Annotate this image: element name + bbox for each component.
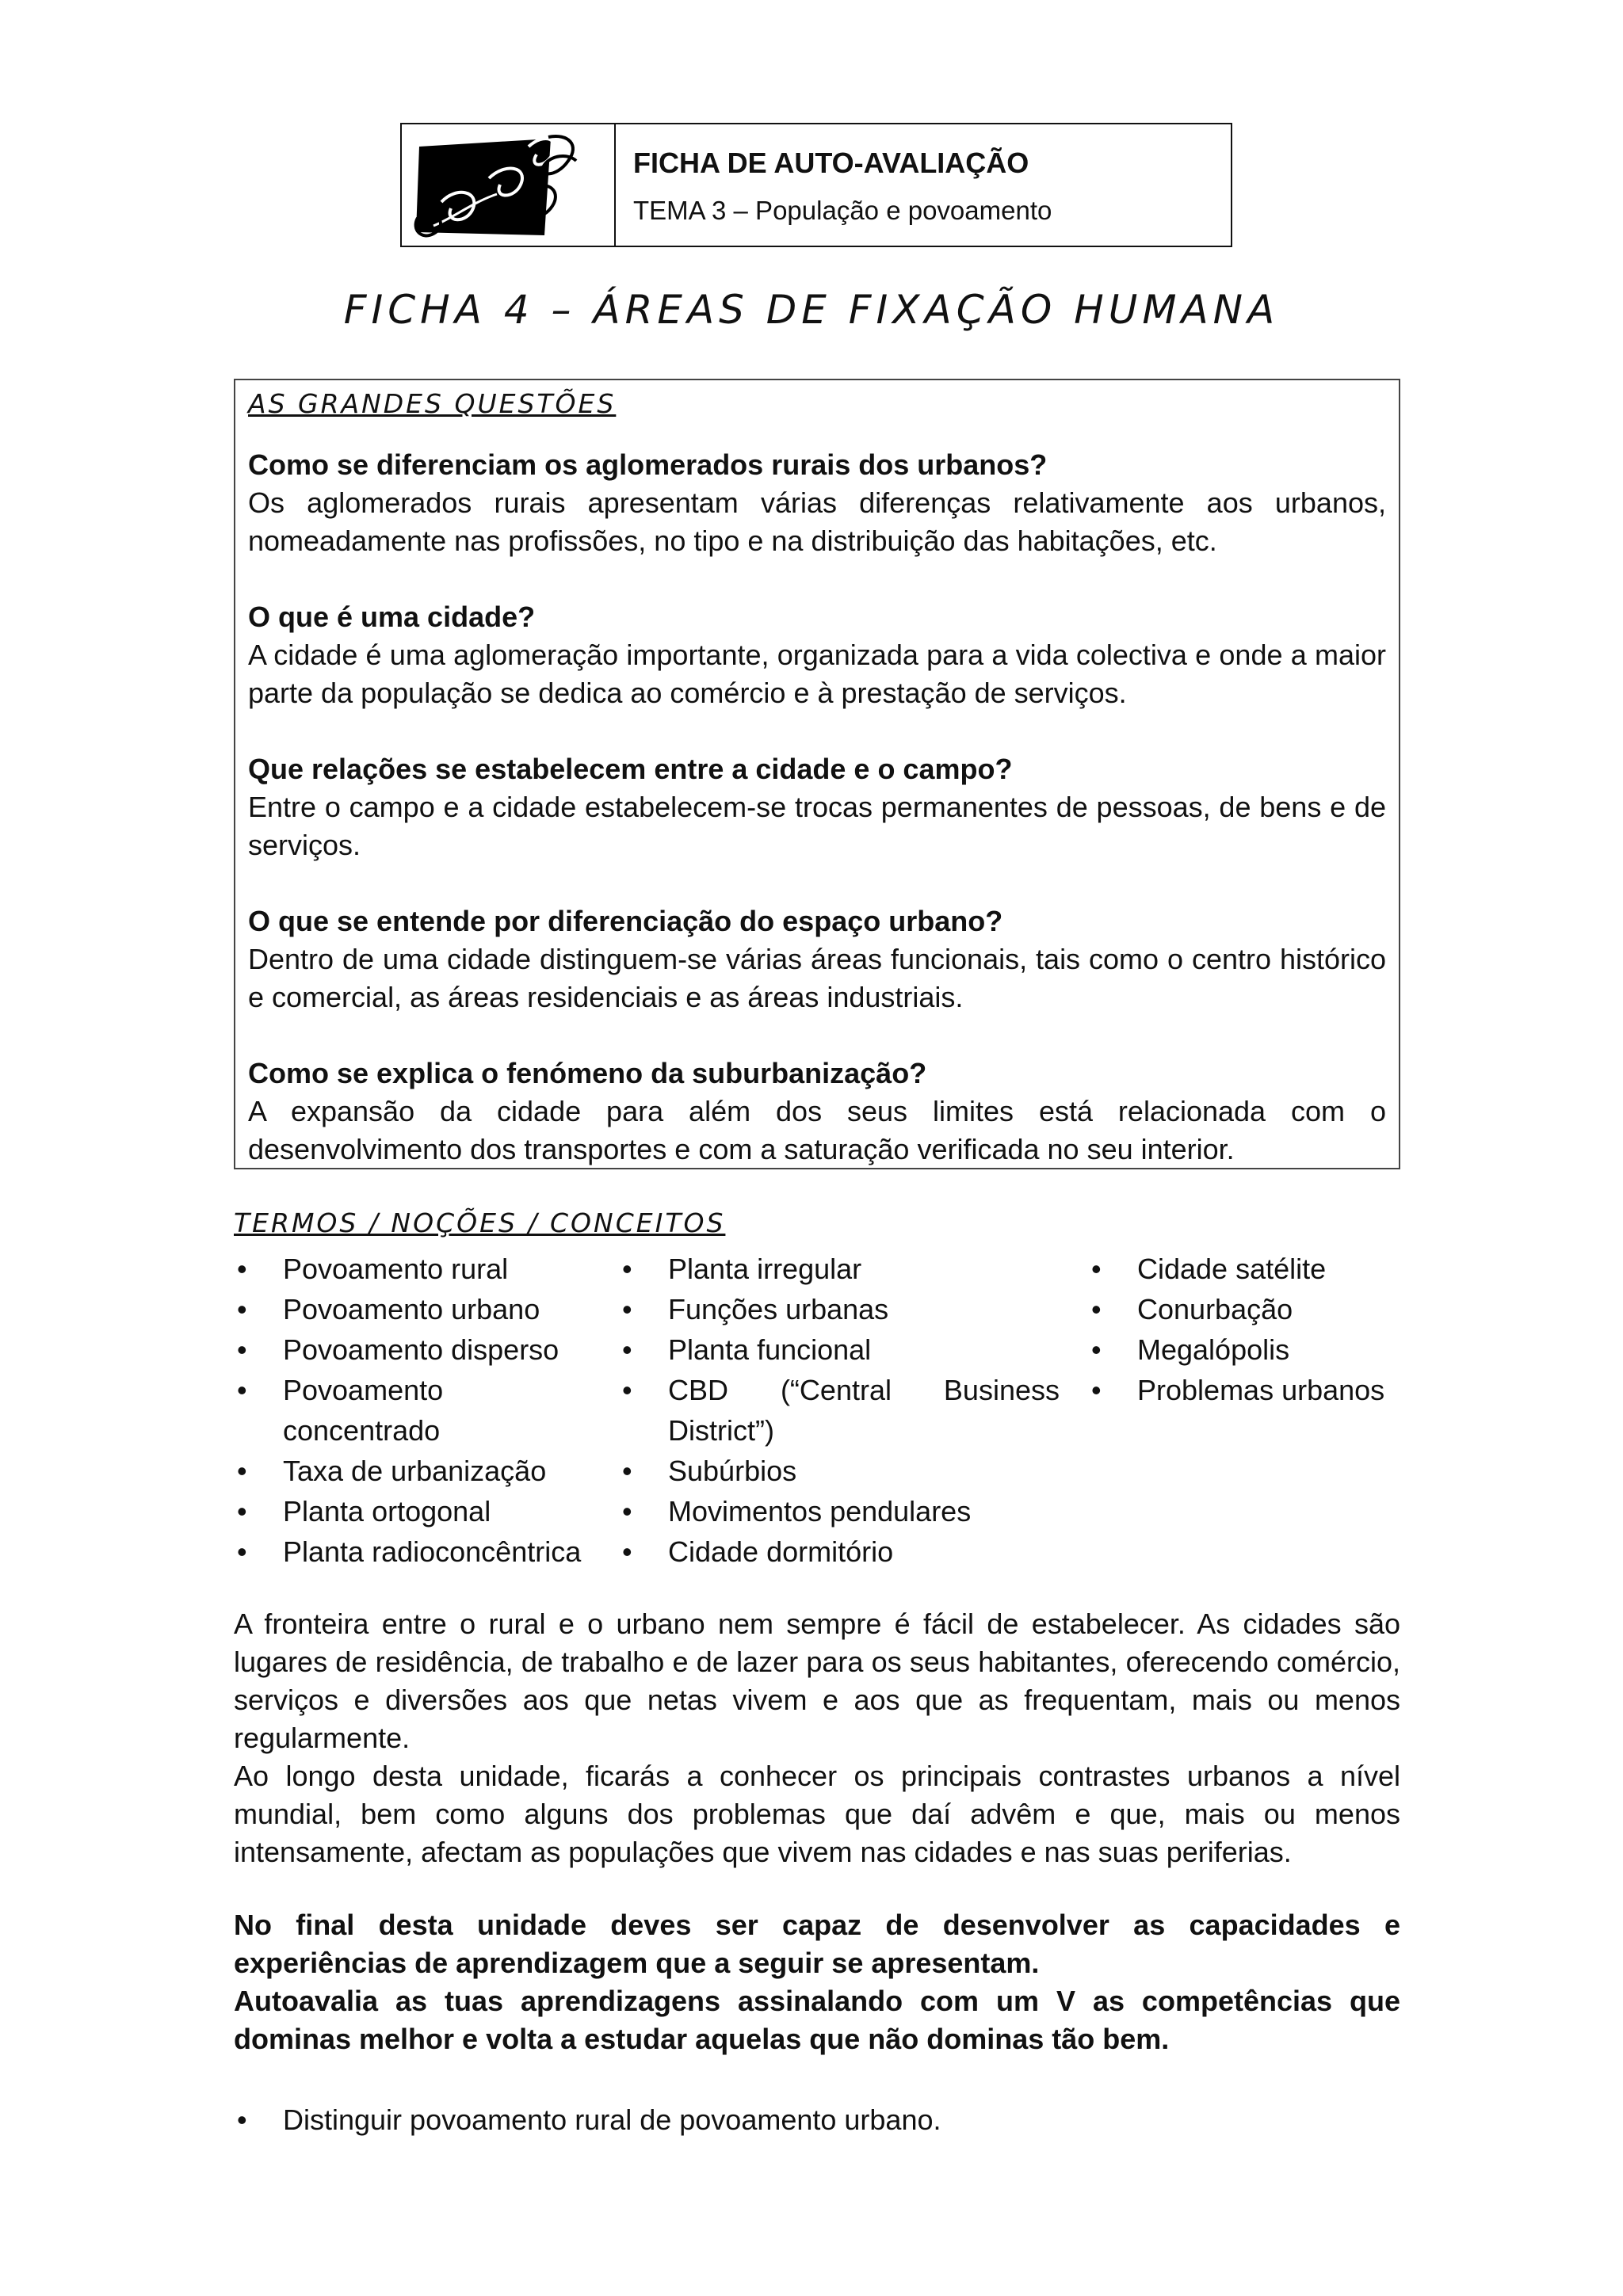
term-item: • Funções urbanas: [619, 1289, 1060, 1329]
terms-heading: TERMOS / NOÇÕES / CONCEITOS: [234, 1207, 726, 1238]
terms-column-1: [234, 1249, 606, 1572]
question-1: Como se diferenciam os aglomerados rurais dos urbanos?: [248, 448, 1048, 481]
school-logo: [402, 124, 616, 246]
answer-5: A expansão da cidade para além dos seus limites está relacionada com o desenvolvimento dos transportes e com a saturação verificada no seu interior.: [248, 1095, 1386, 1165]
term-item: • Movimentos pendulares: [619, 1491, 1060, 1531]
question-5: Como se explica o fenómeno da suburbanização?: [248, 1057, 927, 1089]
term-item: • Cidade satélite: [1088, 1249, 1421, 1289]
term-item: • Povoamento concentrado: [234, 1370, 465, 1451]
header-box: [400, 123, 1232, 247]
answer-4: Dentro de uma cidade distinguem-se várias áreas funcionais, tais como o centro histórico e comercial, as áreas residenciais e as áreas industriais.: [248, 943, 1386, 1013]
terms-column-3: [1088, 1249, 1421, 1410]
answer-3: Entre o campo e a cidade estabelecem-se trocas permanentes de pessoas, de bens e de serviços.: [248, 791, 1386, 861]
term-item: • Planta ortogonal: [234, 1491, 606, 1531]
term-item: • Cidade dormitório: [619, 1531, 1060, 1572]
question-4: O que se entende por diferenciação do espaço urbano?: [248, 905, 1003, 937]
instructions-paragraph-2: Autoavalia as tuas aprendizagens assinalando com um V as competências que dominas melhor e volta a estudar aquelas que não dominas tão bem.: [234, 1985, 1400, 2055]
term-item: • Conurbação: [1088, 1289, 1421, 1329]
terms-column-2: [619, 1249, 1060, 1572]
page-title: FICHA 4 – ÁREAS DE FIXAÇÃO HUMANA: [343, 287, 1280, 333]
header-subtitle: TEMA 3 – População e povoamento: [633, 196, 1052, 225]
instructions-paragraph-1: No final desta unidade deves ser capaz de desenvolver as capacidades e experiências de aprendizagem que a seguir se apresentam.: [234, 1909, 1400, 1979]
term-item: • Planta irregular: [619, 1249, 1060, 1289]
term-item: • Povoamento disperso: [234, 1329, 606, 1370]
question-2: O que é uma cidade?: [248, 601, 536, 633]
term-item: • Povoamento urbano: [234, 1289, 606, 1329]
term-item: • Povoamento rural: [234, 1249, 606, 1289]
term-item: • Planta radioconcêntrica: [234, 1531, 606, 1572]
term-item: • Problemas urbanos: [1088, 1370, 1421, 1410]
competency-item: • Distinguir povoamento rural de povoamento urbano.: [234, 2101, 941, 2139]
intro-paragraph-1: A fronteira entre o rural e o urbano nem sempre é fácil de estabelecer. As cidades são lugares de residência, de trabalho e de lazer para os seus habitantes, oferecendo comércio, serviços e diversões aos que netas vivem e aos que as frequentam, mais ou menos regularmente.: [234, 1608, 1400, 1754]
intro-paragraph-2: Ao longo desta unidade, ficarás a conhecer os principais contrastes urbanos a nível mundial, bem como alguns dos problemas que daí advêm e que, mais ou menos intensamente, afectam as populações que vivem nas cidades e nas suas periferias.: [234, 1760, 1400, 1868]
instructions: [234, 1906, 1400, 2058]
answer-1: Os aglomerados rurais apresentam várias diferenças relativamente aos urbanos, nomeadamente nas profissões, no tipo e na distribuição das habitações, etc.: [248, 486, 1386, 557]
questions-box: [234, 379, 1400, 1169]
term-item: • Taxa de urbanização: [234, 1451, 606, 1491]
intro-text: [234, 1605, 1400, 1871]
term-item: • Subúrbios: [619, 1451, 1060, 1491]
question-3: Que relações se estabelecem entre a cidade e o campo?: [248, 753, 1013, 785]
term-item: • CBD (“Central Business District”): [619, 1370, 1060, 1451]
competencies-list: [234, 2101, 941, 2139]
header-title: FICHA DE AUTO-AVALIAÇÃO: [633, 147, 1029, 179]
answer-2: A cidade é uma aglomeração importante, organizada para a vida colectiva e onde a maior parte da população se dedica ao comércio e à prestação de serviços.: [248, 639, 1386, 709]
term-item: • Megalópolis: [1088, 1329, 1421, 1370]
questions-heading: AS GRANDES QUESTÕES: [248, 388, 617, 419]
term-item: • Planta funcional: [619, 1329, 1060, 1370]
